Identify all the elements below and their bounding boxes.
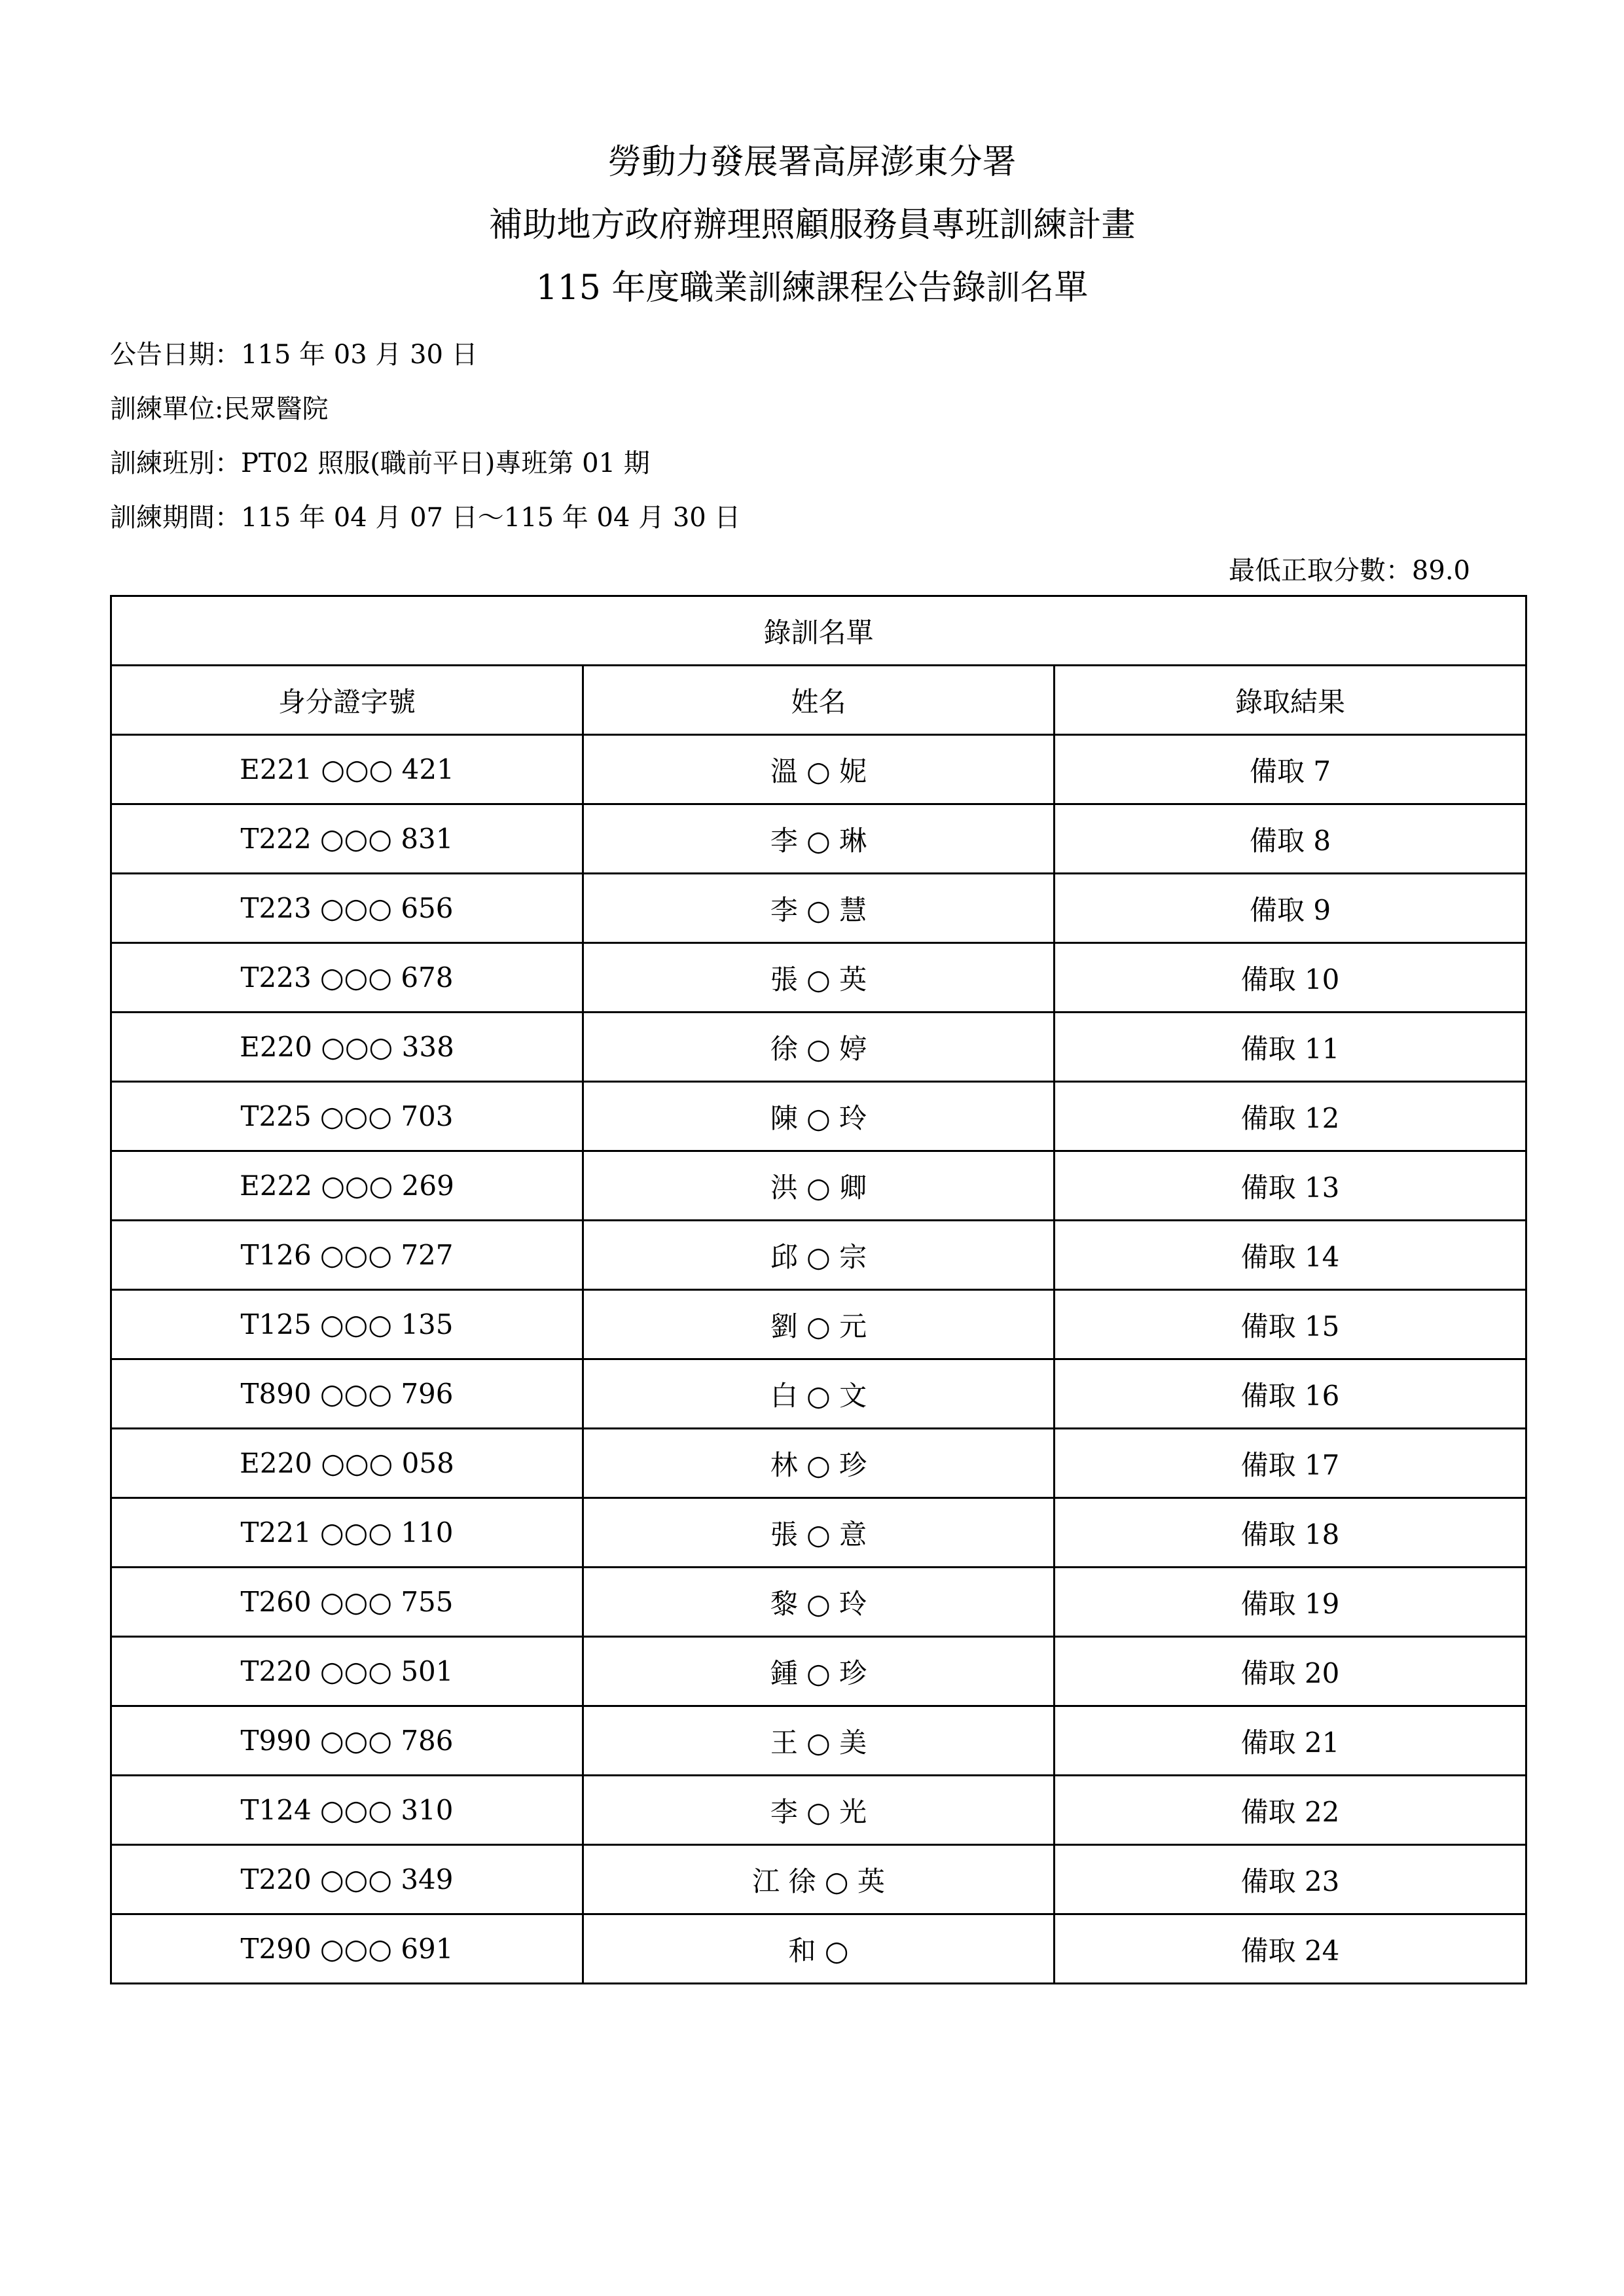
table-row: [111, 1914, 1526, 1984]
result-cell: 備取 17: [1055, 1429, 1526, 1498]
table-row: [111, 1082, 1526, 1151]
id-cell: E222 ○○○ 269: [111, 1151, 583, 1221]
id-cell: T124 ○○○ 310: [111, 1776, 583, 1845]
name-cell: 江 徐 ○ 英: [583, 1845, 1055, 1914]
name-cell: 張 ○ 英: [583, 943, 1055, 1013]
name-cell: 張 ○ 意: [583, 1498, 1055, 1568]
announce-date: 公告日期：115 年 03 月 30 日: [110, 340, 478, 370]
document-header: [0, 145, 1624, 334]
table-row: [111, 1498, 1526, 1568]
result-cell: 備取 9: [1055, 874, 1526, 943]
id-cell: T990 ○○○ 786: [111, 1706, 583, 1776]
id-cell: T890 ○○○ 796: [111, 1359, 583, 1429]
result-cell: 備取 11: [1055, 1013, 1526, 1082]
table-row: [111, 1706, 1526, 1776]
table-row: [111, 1290, 1526, 1359]
table-row: [111, 874, 1526, 943]
admission-list-table: [110, 595, 1527, 1984]
announcement-info: [110, 340, 740, 558]
table-body: [111, 735, 1526, 1984]
result-cell: 備取 20: [1055, 1637, 1526, 1706]
result-cell: 備取 12: [1055, 1082, 1526, 1151]
table-row: [111, 1359, 1526, 1429]
result-cell: 備取 10: [1055, 943, 1526, 1013]
name-cell: 李 ○ 慧: [583, 874, 1055, 943]
id-cell: T220 ○○○ 349: [111, 1845, 583, 1914]
name-cell: 白 ○ 文: [583, 1359, 1055, 1429]
result-cell: 備取 13: [1055, 1151, 1526, 1221]
id-cell: T290 ○○○ 691: [111, 1914, 583, 1984]
name-cell: 徐 ○ 婷: [583, 1013, 1055, 1082]
table-row: [111, 804, 1526, 874]
result-cell: 備取 23: [1055, 1845, 1526, 1914]
result-cell: 備取 16: [1055, 1359, 1526, 1429]
name-cell: 王 ○ 美: [583, 1706, 1055, 1776]
id-cell: T223 ○○○ 656: [111, 874, 583, 943]
result-cell: 備取 24: [1055, 1914, 1526, 1984]
table-row: [111, 1013, 1526, 1082]
result-cell: 備取 14: [1055, 1221, 1526, 1290]
id-cell: E220 ○○○ 338: [111, 1013, 583, 1082]
training-class: 訓練班別：PT02 照服(職前平日)專班第 01 期: [110, 448, 650, 478]
training-period: 訓練期間：115 年 04 月 07 日～115 年 04 月 30 日: [110, 503, 741, 533]
id-cell: E220 ○○○ 058: [111, 1429, 583, 1498]
result-cell: 備取 15: [1055, 1290, 1526, 1359]
name-cell: 林 ○ 珍: [583, 1429, 1055, 1498]
id-cell: T126 ○○○ 727: [111, 1221, 583, 1290]
table-row: [111, 1151, 1526, 1221]
result-cell: 備取 19: [1055, 1568, 1526, 1637]
announcement-title: 115 年度職業訓練課程公告錄訓名單: [535, 268, 1089, 308]
name-cell: 黎 ○ 玲: [583, 1568, 1055, 1637]
training-unit: 訓練單位:民眾醫院: [110, 394, 329, 424]
name-cell: 鍾 ○ 珍: [583, 1637, 1055, 1706]
id-cell: T225 ○○○ 703: [111, 1082, 583, 1151]
table-caption: 錄訓名單: [111, 596, 1526, 666]
name-cell: 劉 ○ 元: [583, 1290, 1055, 1359]
agency-title: 勞動力發展署高屏澎東分署: [607, 143, 1017, 182]
table-row: [111, 1568, 1526, 1637]
id-cell: T223 ○○○ 678: [111, 943, 583, 1013]
id-cell: E221 ○○○ 421: [111, 735, 583, 804]
table-row: [111, 1845, 1526, 1914]
table-row: [111, 1429, 1526, 1498]
name-cell: 邱 ○ 宗: [583, 1221, 1055, 1290]
id-cell: T220 ○○○ 501: [111, 1637, 583, 1706]
table-row: [111, 943, 1526, 1013]
id-cell: T125 ○○○ 135: [111, 1290, 583, 1359]
id-cell: T222 ○○○ 831: [111, 804, 583, 874]
program-title: 補助地方政府辦理照顧服務員專班訓練計畫: [488, 206, 1136, 245]
column-header-id: 身分證字號: [111, 666, 583, 735]
table-row: [111, 1637, 1526, 1706]
result-cell: 備取 22: [1055, 1776, 1526, 1845]
result-cell: 備取 8: [1055, 804, 1526, 874]
name-cell: 溫 ○ 妮: [583, 735, 1055, 804]
result-cell: 備取 21: [1055, 1706, 1526, 1776]
result-cell: 備取 7: [1055, 735, 1526, 804]
column-header-name: 姓名: [583, 666, 1055, 735]
name-cell: 洪 ○ 卿: [583, 1151, 1055, 1221]
table-header-row: [111, 666, 1526, 735]
name-cell: 和 ○: [583, 1914, 1055, 1984]
name-cell: 陳 ○ 玲: [583, 1082, 1055, 1151]
table-caption-row: [111, 596, 1526, 666]
id-cell: T221 ○○○ 110: [111, 1498, 583, 1568]
result-cell: 備取 18: [1055, 1498, 1526, 1568]
column-header-result: 錄取結果: [1055, 666, 1526, 735]
table-row: [111, 1221, 1526, 1290]
table-row: [111, 735, 1526, 804]
id-cell: T260 ○○○ 755: [111, 1568, 583, 1637]
min-admission-score: 最低正取分數：89.0: [1228, 556, 1470, 586]
name-cell: 李 ○ 光: [583, 1776, 1055, 1845]
table-row: [111, 1776, 1526, 1845]
name-cell: 李 ○ 琳: [583, 804, 1055, 874]
